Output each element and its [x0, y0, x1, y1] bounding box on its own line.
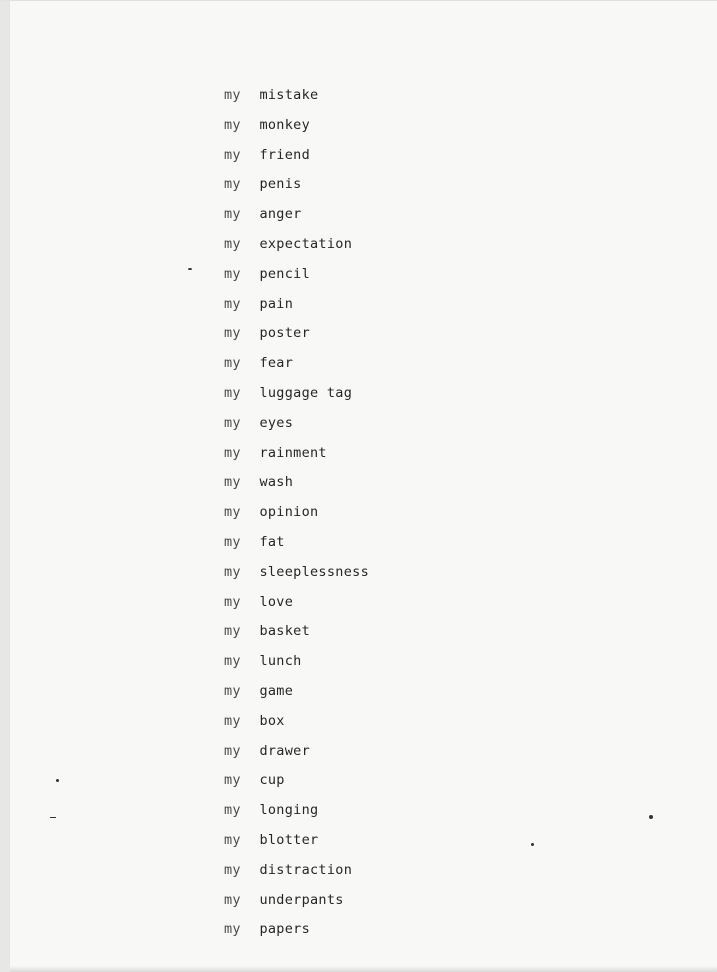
line-pronoun: my — [224, 146, 241, 163]
line-word: drawer — [259, 742, 311, 759]
line-pronoun: my — [224, 831, 241, 848]
line-pronoun: my — [224, 206, 241, 223]
line-pronoun: my — [224, 325, 241, 342]
list-item — [224, 711, 369, 741]
line-word: sleeplessness — [259, 563, 369, 580]
list-item — [224, 443, 369, 473]
line-pronoun: my — [224, 891, 241, 908]
word-list — [224, 85, 369, 949]
line-word: anger — [259, 206, 302, 223]
line-word: opinion — [259, 504, 319, 521]
line-word: box — [259, 712, 285, 729]
list-item — [224, 264, 369, 294]
line-pronoun: my — [224, 593, 241, 610]
list-item — [224, 353, 369, 383]
line-word: cup — [259, 772, 285, 789]
line-word: rainment — [259, 444, 327, 461]
list-item — [224, 145, 369, 175]
list-item — [224, 621, 369, 651]
list-item — [224, 502, 369, 532]
line-word: fat — [259, 533, 285, 550]
line-pronoun: my — [224, 295, 241, 312]
ink-speck — [56, 779, 59, 782]
line-word: basket — [259, 623, 311, 640]
ink-speck — [50, 817, 56, 818]
list-item — [224, 770, 369, 800]
list-item — [224, 472, 369, 502]
line-word: game — [259, 682, 294, 699]
line-pronoun: my — [224, 921, 241, 938]
line-pronoun: my — [224, 474, 241, 491]
line-word: pain — [259, 295, 294, 312]
list-item — [224, 830, 369, 860]
line-pronoun: my — [224, 712, 241, 729]
ink-speck — [188, 268, 192, 270]
line-word: papers — [259, 921, 311, 938]
line-pronoun: my — [224, 772, 241, 789]
line-word: mistake — [259, 87, 319, 103]
line-word: friend — [259, 146, 311, 163]
list-item — [224, 234, 369, 264]
line-pronoun: my — [224, 355, 241, 372]
line-pronoun: my — [224, 563, 241, 580]
line-word: poster — [259, 325, 311, 342]
ink-speck — [649, 815, 653, 819]
line-word: fear — [259, 355, 294, 372]
list-item — [224, 890, 369, 920]
line-pronoun: my — [224, 414, 241, 431]
line-word: love — [259, 593, 294, 610]
line-pronoun: my — [224, 742, 241, 759]
line-word: monkey — [259, 116, 311, 133]
line-pronoun: my — [224, 444, 241, 461]
list-item — [224, 174, 369, 204]
line-pronoun: my — [224, 682, 241, 699]
line-word: pencil — [259, 265, 311, 282]
list-item — [224, 800, 369, 830]
list-item — [224, 562, 369, 592]
line-word: distraction — [259, 861, 353, 878]
list-item — [224, 383, 369, 413]
list-item — [224, 85, 369, 115]
line-pronoun: my — [224, 533, 241, 550]
line-pronoun: my — [224, 235, 241, 252]
list-item — [224, 413, 369, 443]
line-word: eyes — [259, 414, 294, 431]
line-pronoun: my — [224, 176, 241, 193]
line-pronoun: my — [224, 861, 241, 878]
list-item — [224, 651, 369, 681]
list-item — [224, 204, 369, 234]
line-pronoun: my — [224, 653, 241, 670]
line-word: lunch — [259, 653, 302, 670]
line-pronoun: my — [224, 802, 241, 819]
list-item — [224, 115, 369, 145]
line-word: underpants — [259, 891, 344, 908]
list-item — [224, 294, 369, 324]
list-item — [224, 919, 369, 949]
line-word: expectation — [259, 235, 353, 252]
list-item — [224, 323, 369, 353]
line-pronoun: my — [224, 265, 241, 282]
list-item — [224, 681, 369, 711]
ink-speck — [531, 843, 534, 846]
line-word: luggage tag — [259, 384, 353, 401]
line-pronoun: my — [224, 623, 241, 640]
line-word: penis — [259, 176, 302, 193]
line-word: blotter — [259, 831, 319, 848]
list-item — [224, 532, 369, 562]
line-word: longing — [259, 802, 319, 819]
line-pronoun: my — [224, 116, 241, 133]
line-word: wash — [259, 474, 294, 491]
line-pronoun: my — [224, 384, 241, 401]
line-pronoun: my — [224, 87, 241, 103]
list-item — [224, 860, 369, 890]
list-item — [224, 741, 369, 771]
list-item — [224, 592, 369, 622]
line-pronoun: my — [224, 504, 241, 521]
